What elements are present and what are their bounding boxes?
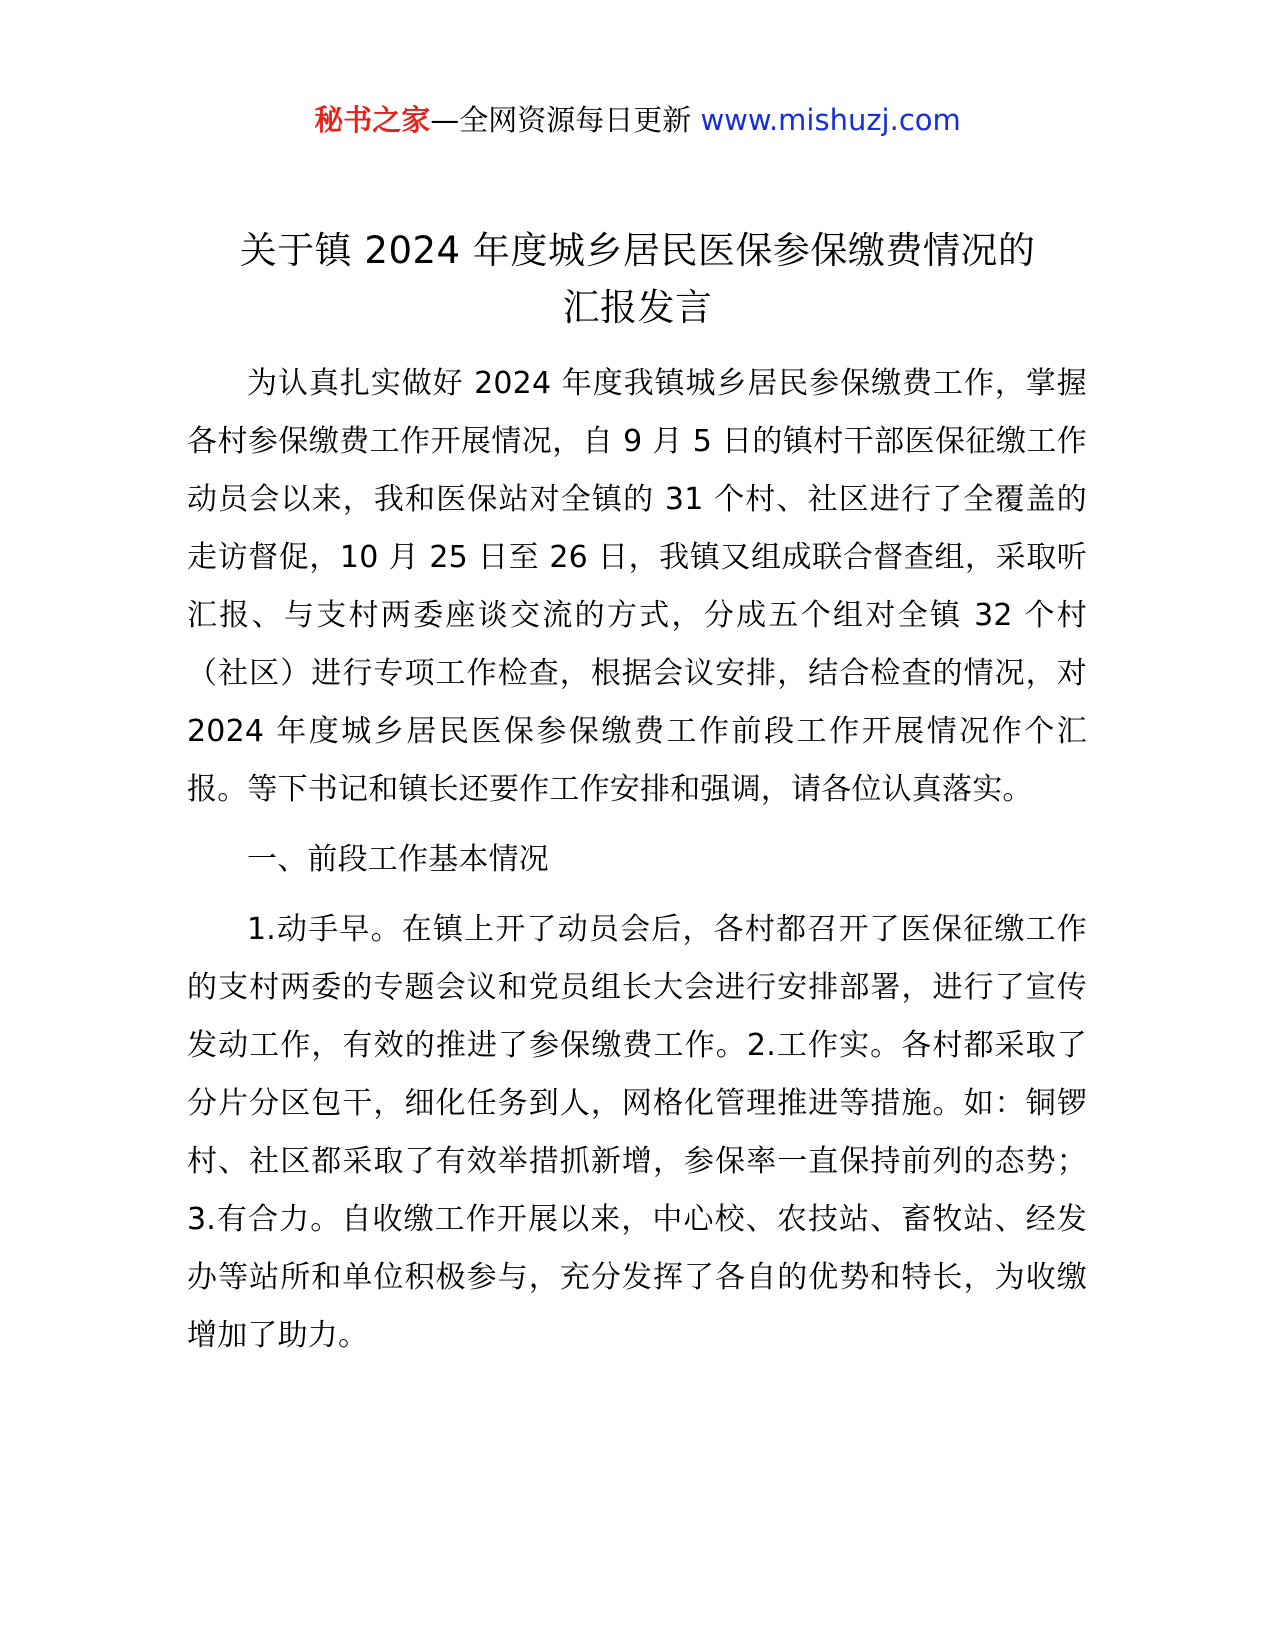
- paragraph-details: 1.动手早。在镇上开了动员会后，各村都召开了医保征缴工作的支村两委的专题会议和党员组长大会进行安排部署，进行了宣传发动工作，有效的推进了参保缴费工作。2.工作实。各村都采取了分片分区包干，细化任务到人，网格化管理推进等措施。如：铜锣村、社区都采取了有效举措抓新增，参保率一直保持前列的态势；3.有合力。自收缴工作开展以来，中心校、农技站、畜牧站、经发办等站所和单位积极参与，充分发挥了各自的优势和特长，为收缴增加了助力。: [187, 912, 1087, 1353]
- document-body: [187, 355, 1087, 1365]
- brand-name: 秘书之家: [314, 103, 431, 137]
- title-line-2: 汇报发言: [562, 286, 713, 329]
- page-header: [0, 100, 1275, 140]
- paragraph-intro: 为认真扎实做好 2024 年度我镇城乡居民参保缴费工作，掌握各村参保缴费工作开展情况，自 9 月 5 日的镇村干部医保征缴工作动员会以来，我和医保站对全镇的 31 个村、社区进行了全覆盖的走访督促，10 月 25 日至 26 日，我镇又组成联合督查组，采取听汇报、与支村两委座谈交流的方式，分成五个组对全镇 32 个村（社区）进行专项工作检查，根据会议安排，结合检查的情况，对 2024 年度城乡居民医保参保缴费工作前段工作开展情况作个汇报。等下书记和镇长还要作工作安排和强调，请各位认真落实。: [187, 366, 1087, 807]
- title-line-1: 关于镇 2024 年度城乡居民医保参保缴费情况的: [239, 229, 1036, 272]
- site-url-link[interactable]: www.mishuzj.com: [700, 103, 961, 137]
- document-title: [160, 222, 1115, 336]
- header-slogan: —全网资源每日更新: [430, 103, 692, 137]
- section-heading: 一、前段工作基本情况: [247, 842, 549, 877]
